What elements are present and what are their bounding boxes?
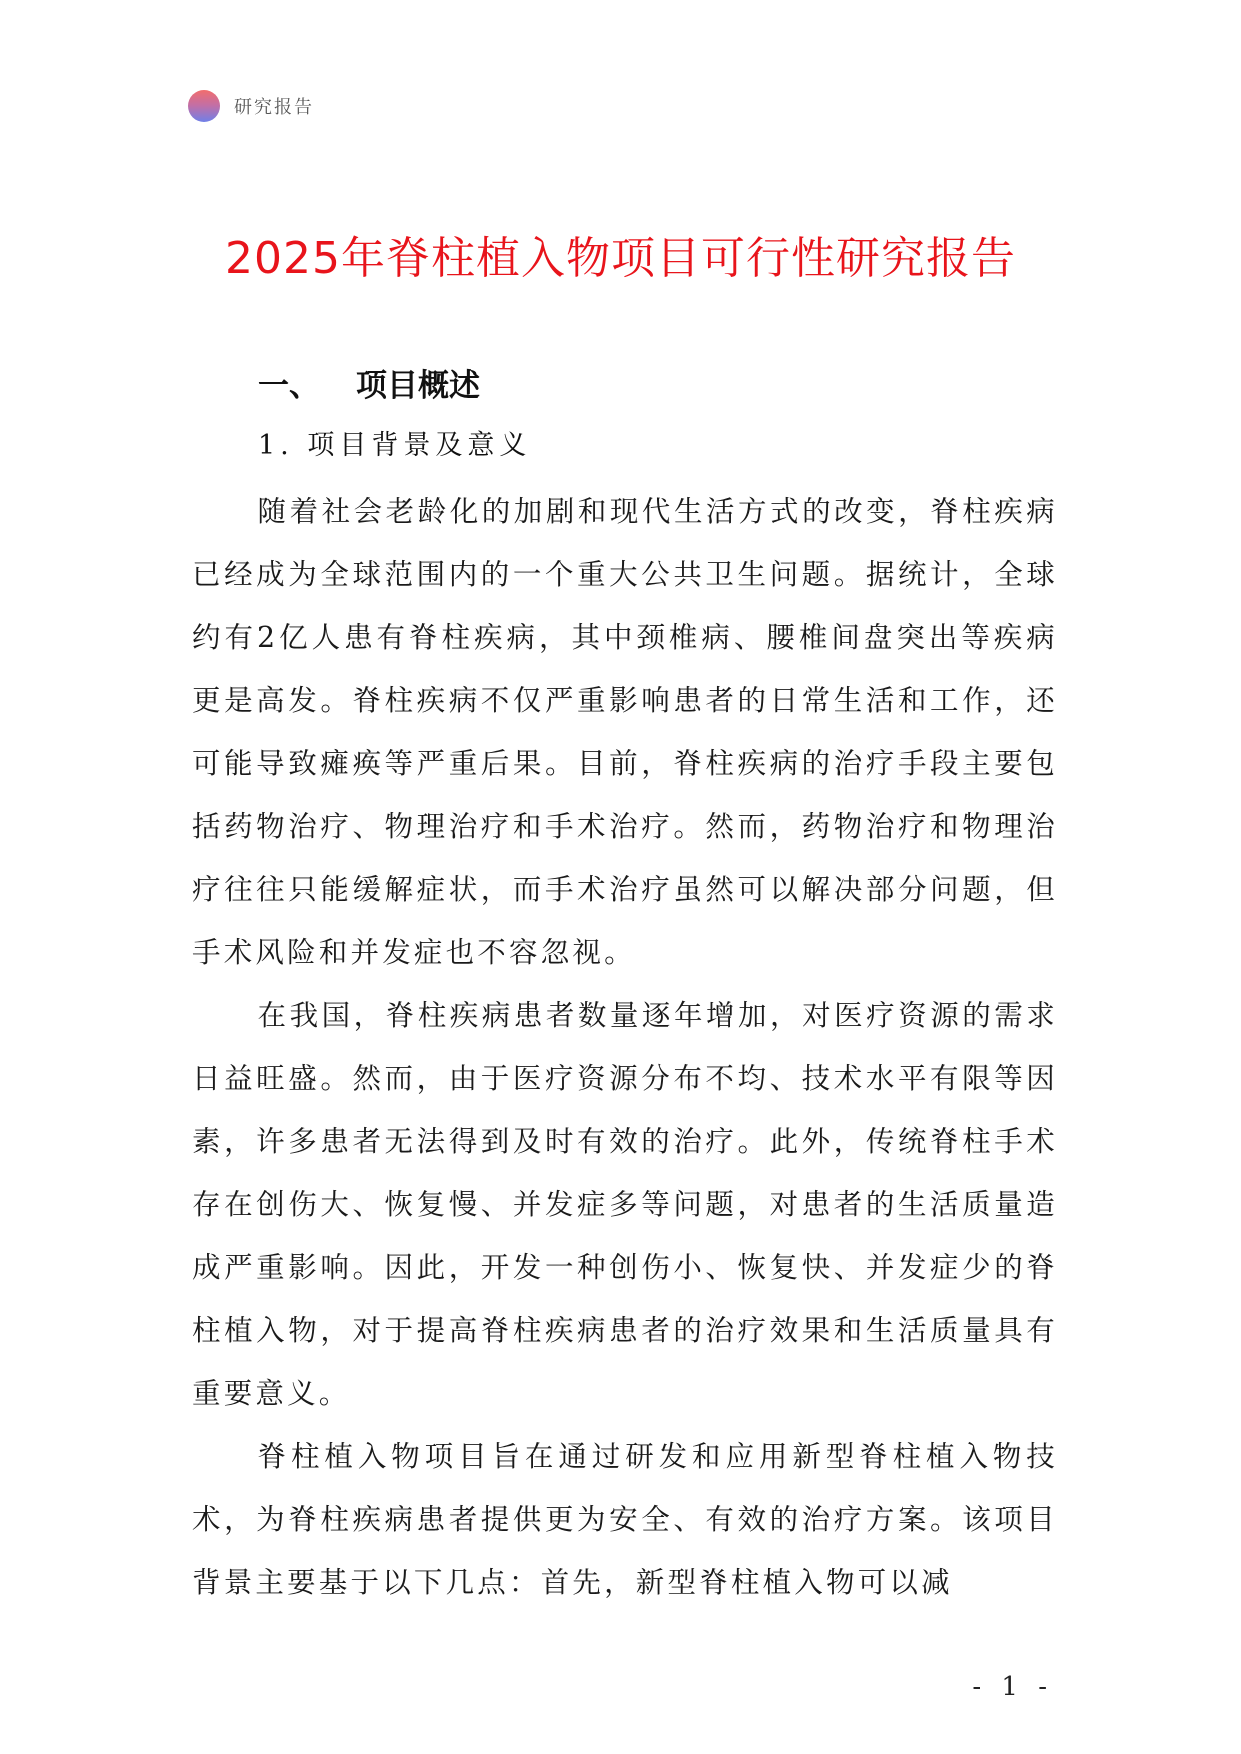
section-title: 项目概述 (356, 368, 480, 404)
section-number: 一、 (258, 368, 320, 404)
subsection-heading: 1. 项目背景及意义 (258, 430, 532, 461)
document-title: 2025年脊柱植入物项目可行性研究报告 (225, 233, 1016, 284)
paragraph: 在我国，脊柱疾病患者数量逐年增加，对医疗资源的需求日益旺盛。然而，由于医疗资源分布不均、技术水平有限等因素，许多患者无法得到及时有效的治疗。此外，传统脊柱手术存在创伤大、恢复慢、并发症多等问题，对患者的生活质量造成严重影响。因此，开发一种创伤小、恢复快、并发症少的脊柱植入物，对于提高脊柱疾病患者的治疗效果和生活质量具有重要意义。 (192, 999, 1058, 1410)
page-header (188, 88, 314, 124)
header-label: 研究报告 (234, 97, 314, 118)
logo-icon (188, 90, 220, 122)
body-text (192, 480, 1058, 1614)
page-number: - 1 - (972, 1672, 1053, 1702)
paragraph: 随着社会老龄化的加剧和现代生活方式的改变，脊柱疾病已经成为全球范围内的一个重大公共卫生问题。据统计，全球约有2亿人患有脊柱疾病，其中颈椎病、腰椎间盘突出等疾病更是高发。脊柱疾病不仅严重影响患者的日常生活和工作，还可能导致瘫痪等严重后果。目前，脊柱疾病的治疗手段主要包括药物治疗、物理治疗和手术治疗。然而，药物治疗和物理治疗往往只能缓解症状，而手术治疗虽然可以解决部分问题，但手术风险和并发症也不容忽视。 (192, 495, 1058, 969)
paragraph: 脊柱植入物项目旨在通过研发和应用新型脊柱植入物技术，为脊柱疾病患者提供更为安全、有效的治疗方案。该项目背景主要基于以下几点：首先，新型脊柱植入物可以减 (192, 1440, 1058, 1599)
section-heading (258, 360, 480, 405)
